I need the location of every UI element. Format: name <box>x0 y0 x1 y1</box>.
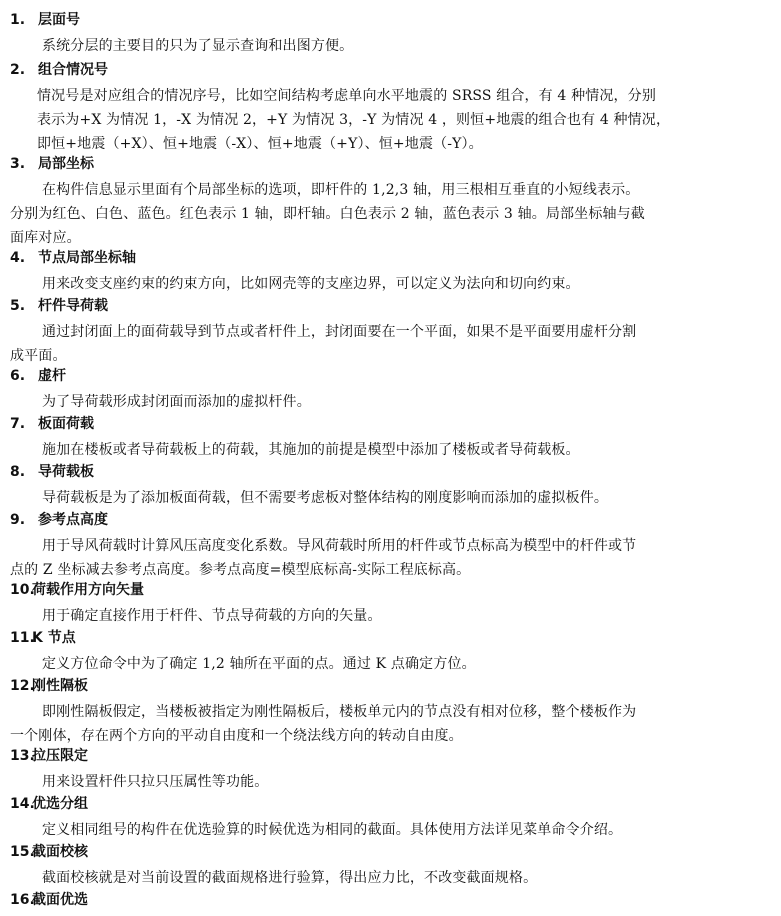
entry-text-line: 定义方位命令中为了确定 1,2 轴所在平面的点。通过 K 点确定方位。 <box>42 656 476 672</box>
entry-text-line: 系统分层的主要目的只为了显示查询和出图方便。 <box>42 38 354 54</box>
entry-number: 8. <box>10 464 26 480</box>
entry-heading <box>10 626 76 650</box>
entry-number: 10. <box>10 582 35 598</box>
entry-heading <box>10 888 88 912</box>
entry-heading <box>10 412 94 436</box>
entry-text-line: 情况号是对应组合的情况序号，比如空间结构考虑单向水平地震的 SRSS 组合，有 4 种情况，分别 <box>37 88 656 104</box>
entry-title: 参考点高度 <box>38 512 108 528</box>
entry-text-line: 分别为红色、白色、蓝色。红色表示 1 轴，即杆轴。白色表示 2 轴，蓝色表示 3 轴。局部坐标轴与截 <box>10 206 645 222</box>
entry-text-line: 截面校核就是对当前设置的截面规格进行验算，得出应力比，不改变截面规格。 <box>42 870 538 886</box>
entry-title: 截面优选 <box>32 892 88 908</box>
entry-heading <box>10 294 108 318</box>
entry-title: 组合情况号 <box>38 62 108 78</box>
entry-title: 截面校核 <box>32 844 88 860</box>
entry-text-line: 即刚性隔板假定，当楼板被指定为刚性隔板后，楼板单元内的节点没有相对位移，整个楼板作为 <box>42 704 637 720</box>
entry-title: 拉压限定 <box>32 748 88 764</box>
entry-number: 16. <box>10 892 35 908</box>
entry-text-line: 定义相同组号的构件在优选验算的时候优选为相同的截面。具体使用方法详见菜单命令介绍。 <box>42 822 623 838</box>
entry-number: 7. <box>10 416 26 432</box>
entry-number: 5. <box>10 298 26 314</box>
entry-text-line: 点的 Z 坐标减去参考点高度。参考点高度=模型底标高-实际工程底标高。 <box>10 562 471 578</box>
entry-title: 层面号 <box>38 12 80 28</box>
entry-number: 14. <box>10 796 35 812</box>
entry-text-line: 导荷载板是为了添加板面荷载，但不需要考虑板对整体结构的刚度影响而添加的虚拟板件。 <box>42 490 608 506</box>
entry-heading <box>10 364 66 388</box>
entry-text-line: 即恒+地震（+X）、恒+地震（-X）、恒+地震（+Y）、恒+地震（-Y）。 <box>37 136 483 152</box>
entry-text-line: 用来改变支座约束的约束方向，比如网壳等的支座边界，可以定义为法向和切向约束。 <box>42 276 580 292</box>
entry-text-line: 在构件信息显示里面有个局部坐标的选项，即杆件的 1,2,3 轴，用三根相互垂直的小短线表示。 <box>42 182 640 198</box>
entry-number: 2. <box>10 62 26 78</box>
entry-title: 荷载作用方向矢量 <box>32 582 144 598</box>
entry-number: 15. <box>10 844 35 860</box>
entry-text-line: 施加在楼板或者导荷载板上的荷载，其施加的前提是模型中添加了楼板或者导荷载板。 <box>42 442 580 458</box>
entry-number: 4. <box>10 250 26 266</box>
entry-number: 11. <box>10 630 35 646</box>
entry-title: 优选分组 <box>32 796 88 812</box>
entry-heading <box>10 460 94 484</box>
entry-heading <box>10 246 136 270</box>
entry-text-line: 一个刚体，存在两个方向的平动自由度和一个绕法线方向的转动自由度。 <box>10 728 463 744</box>
entry-number: 12. <box>10 678 35 694</box>
entry-heading <box>10 744 88 768</box>
entry-text-line: 面库对应。 <box>10 230 81 246</box>
entry-title: 局部坐标 <box>38 156 94 172</box>
entry-title: 导荷载板 <box>38 464 94 480</box>
entry-title: 板面荷载 <box>38 416 94 432</box>
entry-number: 6. <box>10 368 26 384</box>
entry-text-line: 为了导荷载形成封闭面而添加的虚拟杆件。 <box>42 394 311 410</box>
entry-heading <box>10 840 88 864</box>
entry-heading <box>10 152 94 176</box>
entry-heading <box>10 58 108 82</box>
entry-heading <box>10 674 88 698</box>
entry-heading <box>10 578 144 602</box>
entry-heading <box>10 508 108 532</box>
entry-text-line: 表示为+X 为情况 1，-X 为情况 2，+Y 为情况 3，-Y 为情况 4 ，则恒+地震的组合也有 4 种情况， <box>37 112 671 128</box>
entry-number: 1. <box>10 12 26 28</box>
entry-title: 虚杆 <box>38 368 66 384</box>
entry-text-line: 用来设置杆件只拉只压属性等功能。 <box>42 774 269 790</box>
entry-title: K 节点 <box>32 630 76 646</box>
entry-heading <box>10 792 88 816</box>
entry-text-line: 用于确定直接作用于杆件、节点导荷载的方向的矢量。 <box>42 608 382 624</box>
entry-text-line: 通过封闭面上的面荷载导到节点或者杆件上，封闭面要在一个平面，如果不是平面要用虚杆分割 <box>42 324 637 340</box>
entry-text-line: 成平面。 <box>10 348 67 364</box>
entry-text-line: 用于导风荷载时计算风压高度变化系数。导风荷载时所用的杆件或节点标高为模型中的杆件或节 <box>42 538 637 554</box>
entry-number: 13. <box>10 748 35 764</box>
entry-number: 9. <box>10 512 26 528</box>
entry-number: 3. <box>10 156 26 172</box>
entry-heading <box>10 8 80 32</box>
entry-title: 刚性隔板 <box>32 678 88 694</box>
entry-title: 杆件导荷载 <box>38 298 108 314</box>
entry-title: 节点局部坐标轴 <box>38 250 136 266</box>
